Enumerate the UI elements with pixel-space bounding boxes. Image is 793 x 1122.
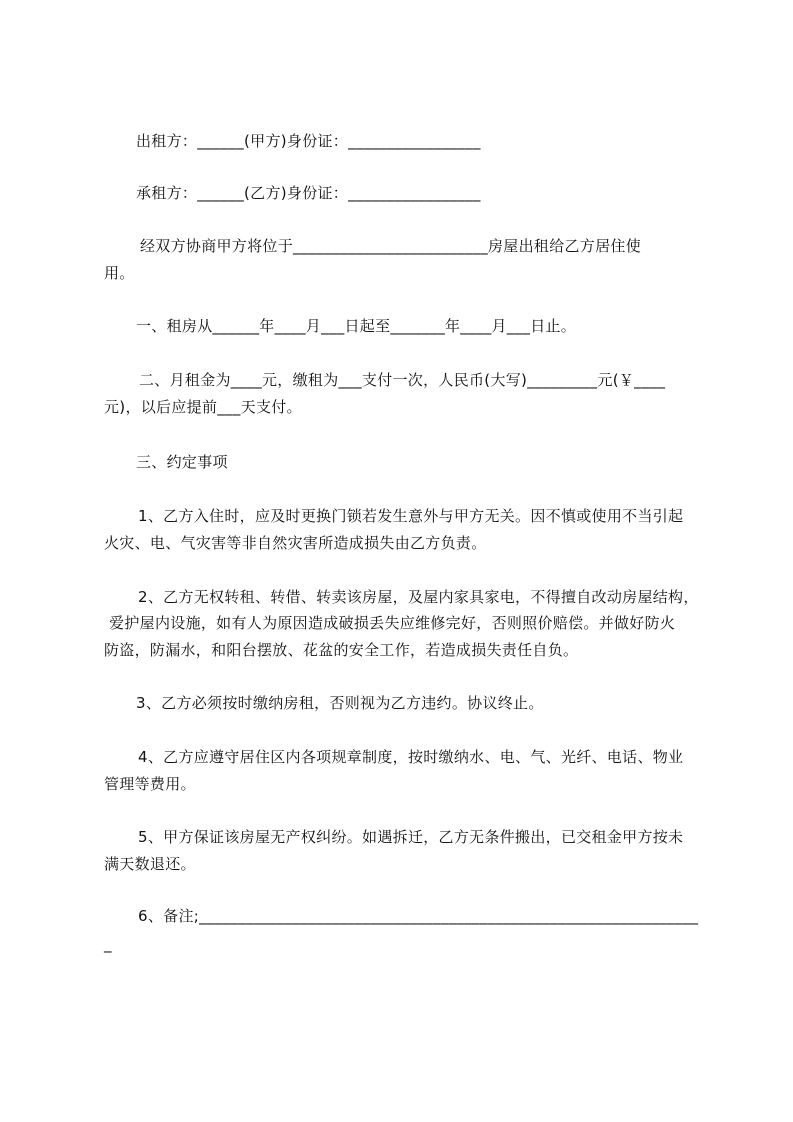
clause-1: 一、租房从______年____月___日起至_______年____月___日止。 [136, 317, 577, 335]
lessor-line: 出租方：______(甲方)身份证：_________________ [136, 132, 481, 150]
item-4-line-2: 管理等费用。 [104, 775, 196, 793]
lessee-line: 承租方：______(乙方)身份证：_________________ [136, 184, 481, 202]
intro-line-2: 用。 [104, 264, 135, 282]
item-2-line-1: 2、乙方无权转租、转借、转卖该房屋，及屋内家具家电，不得擅自改动房屋结构， [138, 588, 699, 606]
item-3: 3、乙方必须按时缴纳房租，否则视为乙方违约。协议终止。 [136, 694, 544, 712]
item-6-remarks-line-2: _ [104, 935, 112, 953]
clause-3-title: 三、约定事项 [136, 453, 228, 471]
item-1-line-1: 1、乙方入住时，应及时更换门锁若发生意外与甲方无关。因不慎或使用不当引起 [138, 507, 684, 525]
item-5-line-2: 满天数退还。 [104, 855, 196, 873]
intro-line-1: 经双方协商甲方将位于_________________________房屋出租给乙方居住使 [140, 237, 642, 255]
item-1-line-2: 火灾、电、气灾害等非自然灾害所造成损失由乙方负责。 [104, 534, 487, 552]
item-2-line-3: 防盗，防漏水，和阳台摆放、花盆的安全工作，若造成损失责任自负。 [104, 641, 579, 659]
item-5-line-1: 5、甲方保证该房屋无产权纠纷。如遇拆迁，乙方无条件搬出，已交租金甲方按未 [138, 828, 684, 846]
item-4-line-1: 4、乙方应遵守居住区内各项规章制度，按时缴纳水、电、气、光纤、电话、物业 [138, 748, 684, 766]
item-6-remarks-line-1: 6、备注;________________________________________________________________ [138, 907, 699, 925]
clause-2-line-1: 二、月租金为____元，缴租为___支付一次，人民币(大写)_________元(￥____ [139, 371, 666, 389]
clause-2-line-2: 元)，以后应提前___天支付。 [104, 398, 302, 416]
item-2-line-2: 爱护屋内设施，如有人为原因造成破损丢失应维修完好，否则照价赔偿。并做好防火 [104, 614, 676, 632]
